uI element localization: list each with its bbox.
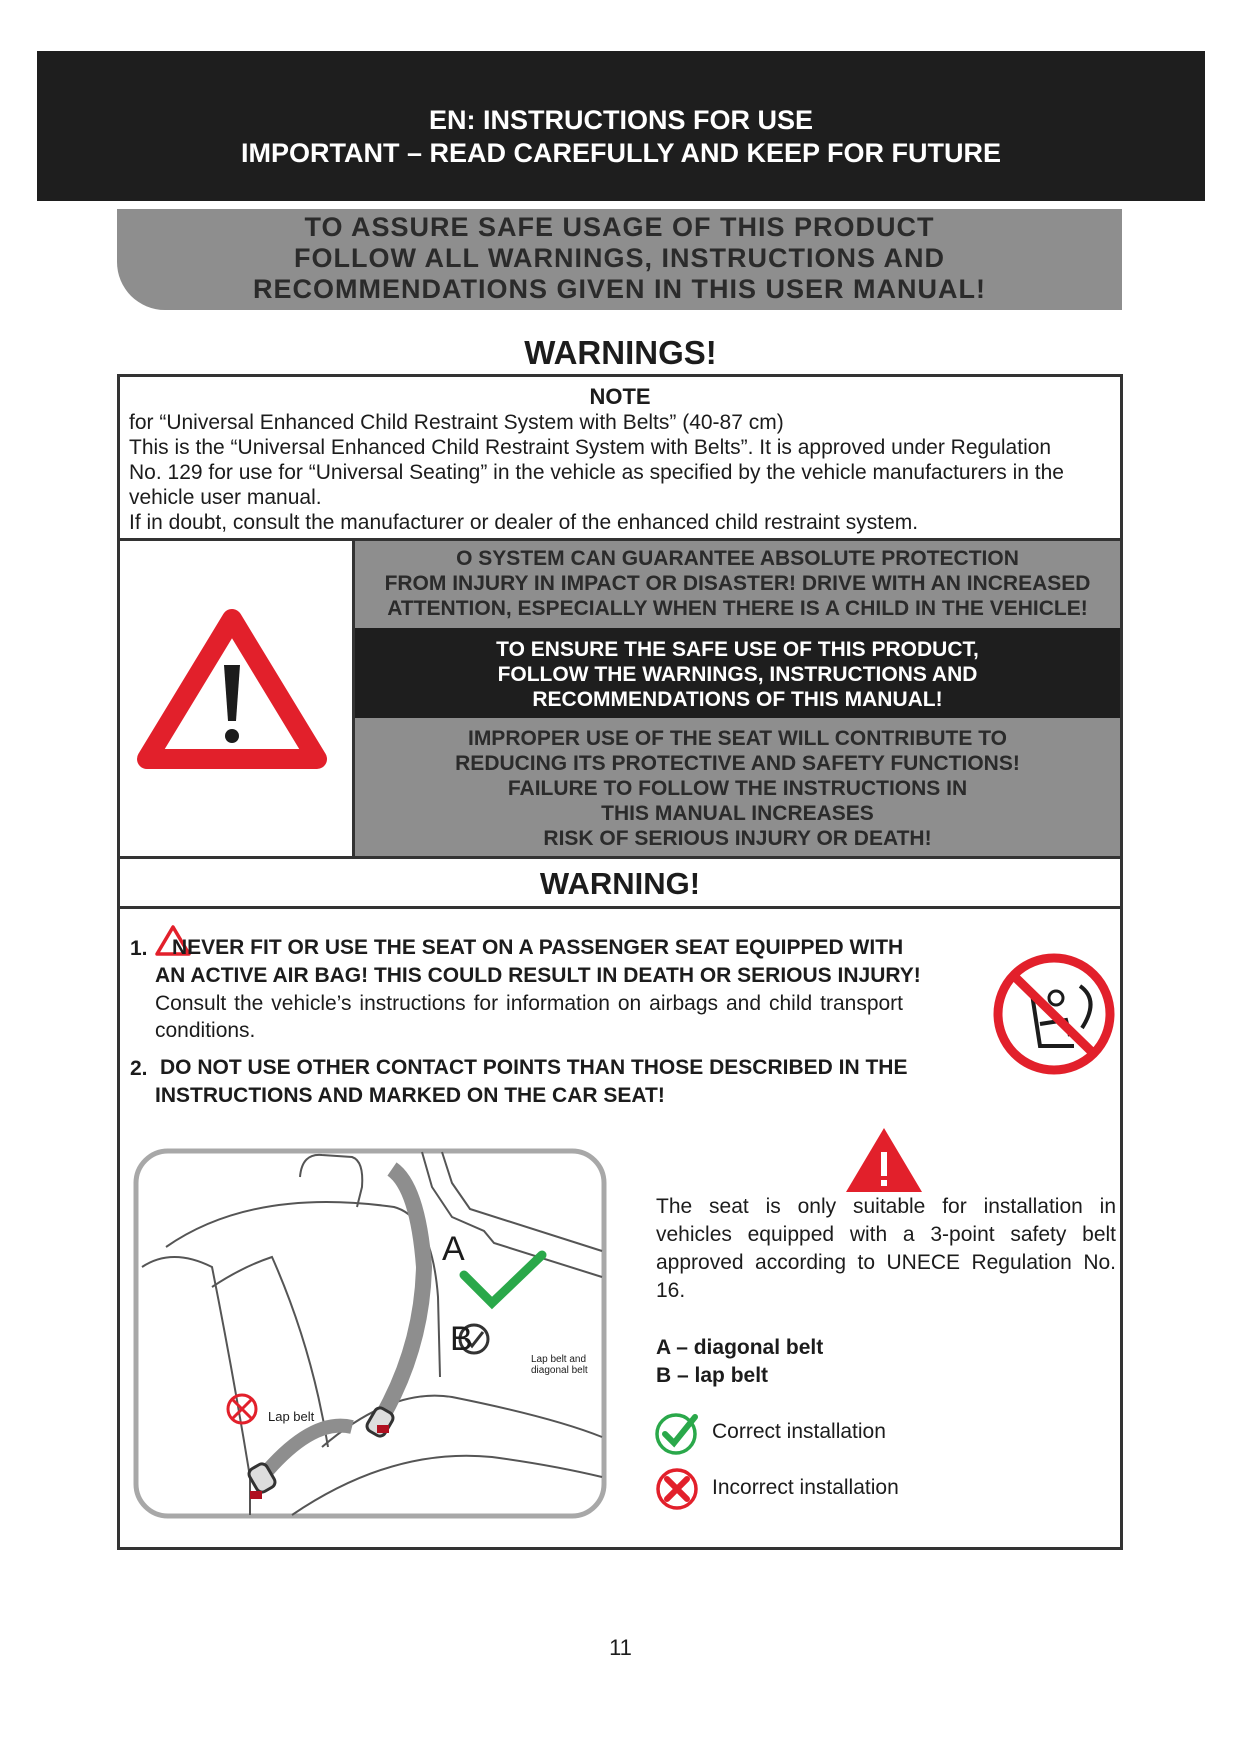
- item-1-text: Consult the vehicle’s instructions for information on airbags and child transport: [155, 992, 903, 1015]
- note-line: vehicle user manual.: [129, 486, 322, 509]
- legend-a: A – diagonal belt: [656, 1336, 824, 1359]
- banner-line: TO ASSURE SAFE USAGE OF THIS PRODUCT: [304, 212, 935, 242]
- alert-line: REDUCING ITS PROTECTIVE AND SAFETY FUNCTIONS!: [455, 752, 1020, 775]
- header-line-2: IMPORTANT – READ CAREFULLY AND KEEP FOR FUTURE: [240, 138, 1002, 168]
- note-title: NOTE: [589, 384, 651, 409]
- note-section: [120, 377, 1120, 541]
- red-warning-icon: [844, 1126, 924, 1194]
- alert-line: RISK OF SERIOUS INJURY OR DEATH!: [543, 827, 932, 850]
- no-airbag-icon: [990, 950, 1120, 1080]
- alert-section: [120, 541, 1120, 859]
- installation-note: The seat is only suitable for installation in vehicles equipped with a 3-point safety belt approved according to UNECE Regulation No. 16.: [656, 1195, 1116, 1302]
- check-icon: [655, 1411, 699, 1455]
- legend-correct: Correct installation: [712, 1420, 886, 1443]
- header-line-1: EN: INSTRUCTIONS FOR USE: [428, 105, 813, 135]
- alert-box-ensure: [355, 628, 1120, 718]
- alert-box-guarantee: [355, 541, 1120, 628]
- note-line: No. 129 for use for “Universal Seating” in the vehicle as specified by the vehicle manufacturers in the: [129, 461, 1064, 484]
- lap-diagonal-line: Lap belt and: [531, 1354, 587, 1365]
- page-number: 11: [609, 1635, 632, 1660]
- alert-line: TO ENSURE THE SAFE USE OF THIS PRODUCT,: [496, 638, 979, 661]
- label-a: A: [442, 1230, 465, 1268]
- alert-box-improper: [355, 718, 1120, 856]
- note-line: This is the “Universal Enhanced Child Restraint System with Belts”. It is approved under Regulation: [129, 436, 1052, 459]
- alert-line: FAILURE TO FOLLOW THE INSTRUCTIONS IN: [507, 777, 968, 800]
- alert-boxes: [355, 541, 1120, 856]
- warning-title: WARNING!: [120, 859, 1120, 909]
- warnings-frame: [117, 374, 1123, 1550]
- item-2-line: DO NOT USE OTHER CONTACT POINTS THAN THOSE DESCRIBED IN THE: [160, 1056, 908, 1079]
- safety-banner: [117, 209, 1122, 310]
- legend-incorrect: Incorrect installation: [712, 1476, 899, 1499]
- item-2-number: 2.: [130, 1057, 148, 1080]
- alert-icon-cell: [120, 541, 355, 856]
- note-line: for “Universal Enhanced Child Restraint System with Belts” (40-87 cm): [129, 411, 784, 434]
- item-1-text: conditions.: [155, 1019, 256, 1042]
- legend-b: B – lap belt: [656, 1364, 769, 1387]
- lap-diagonal-line: diagonal belt: [531, 1365, 588, 1376]
- alert-line: THIS MANUAL INCREASES: [601, 802, 874, 825]
- alert-line: RECOMMENDATIONS OF THIS MANUAL!: [532, 688, 943, 711]
- cross-icon: [655, 1467, 699, 1511]
- item-1-number: 1.: [130, 937, 148, 960]
- header-bar: [37, 51, 1205, 201]
- item-1-bold-line: AN ACTIVE AIR BAG! THIS COULD RESULT IN DEATH OR SERIOUS INJURY!: [155, 964, 921, 987]
- note-text: [120, 410, 1120, 535]
- warnings-title: WARNINGS!: [524, 334, 717, 371]
- alert-line: O SYSTEM CAN GUARANTEE ABSOLUTE PROTECTION: [456, 547, 1019, 570]
- seat-belt-illustration: [132, 1147, 612, 1522]
- banner-line: RECOMMENDATIONS GIVEN IN THIS USER MANUAL!: [252, 274, 986, 304]
- note-line: If in doubt, consult the manufacturer or dealer of the enhanced child restraint system.: [129, 511, 919, 534]
- banner-line: FOLLOW ALL WARNINGS, INSTRUCTIONS AND: [294, 243, 945, 273]
- lap-diagonal-label: [531, 1354, 588, 1376]
- item-2-line: INSTRUCTIONS AND MARKED ON THE CAR SEAT!: [155, 1084, 665, 1107]
- alert-line: FROM INJURY IN IMPACT OR DISASTER! DRIVE WITH AN INCREASED: [384, 572, 1091, 595]
- warning-triangle-icon: [120, 541, 352, 856]
- alert-line: IMPROPER USE OF THE SEAT WILL CONTRIBUTE TO: [467, 727, 1008, 750]
- alert-line: FOLLOW THE WARNINGS, INSTRUCTIONS AND: [497, 663, 978, 686]
- label-b: B: [450, 1320, 473, 1358]
- item-1-bold-line: NEVER FIT OR USE THE SEAT ON A PASSENGER SEAT EQUIPPED WITH: [172, 936, 904, 959]
- alert-line: ATTENTION, ESPECIALLY WHEN THERE IS A CHILD IN THE VEHICLE!: [387, 597, 1088, 620]
- lap-belt-label: Lap belt: [268, 1409, 315, 1424]
